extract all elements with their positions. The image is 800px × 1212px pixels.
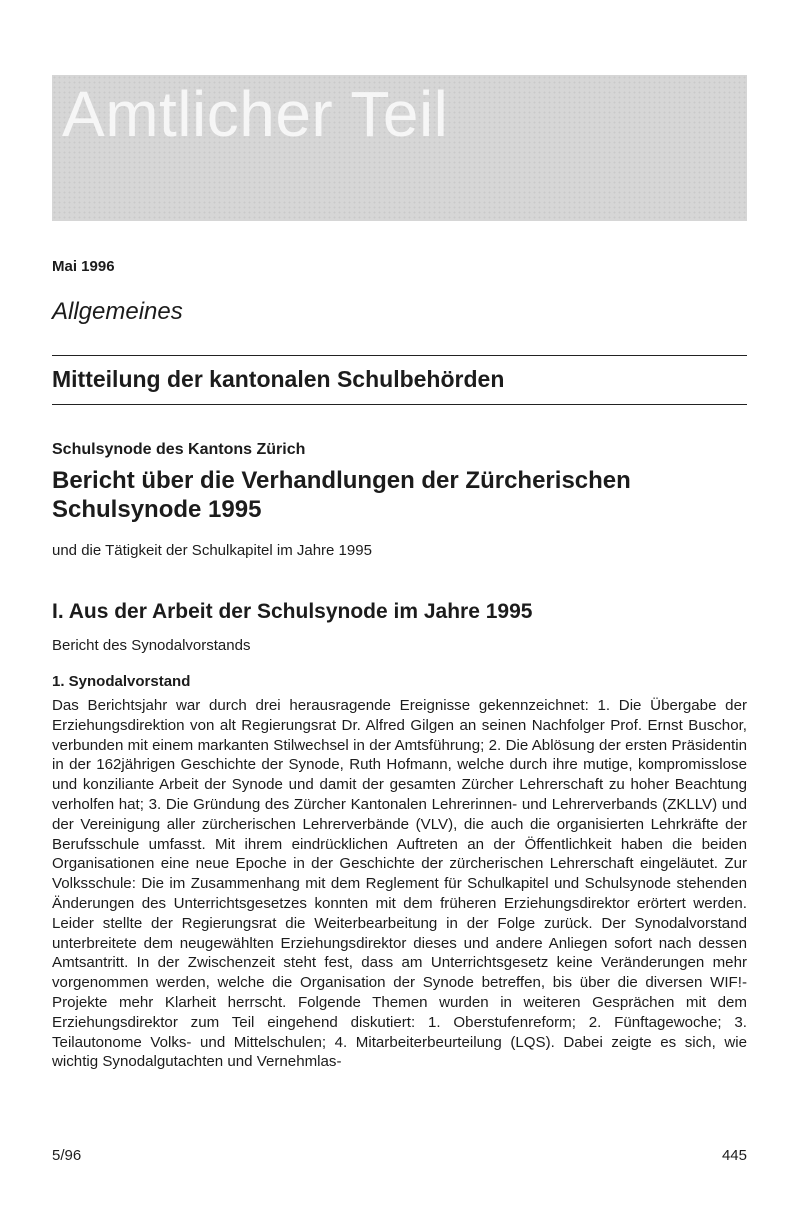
divider-bottom [52,404,747,405]
banner-title: Amtlicher Teil [62,78,449,150]
section-kicker: Allgemeines [52,298,183,325]
divider-top [52,355,747,356]
organization-line: Schulsynode des Kantons Zürich [52,441,306,458]
issue-date: Mai 1996 [52,258,115,275]
issue-number: 5/96 [52,1147,82,1164]
chapter-subtitle: Bericht des Synodalvorstands [52,637,251,654]
report-title: Bericht über die Verhandlungen der Zürcherischen Schulsynode 1995 [52,467,631,523]
paragraph-heading: 1. Synodalvorstand [52,673,191,690]
report-subtitle: und die Tätigkeit der Schulkapitel im Jahre 1995 [52,542,372,559]
section-banner [52,75,747,221]
chapter-title: I. Aus der Arbeit der Schulsynode im Jahre 1995 [52,600,533,623]
body-text: Das Berichtsjahr war durch drei herausragende Ereignisse gekennzeichnet: 1. Die Übergabe der Erziehungsdirektion von alt Regierungsrat Dr. Alfred Gilgen an seinen Nachfolger Prof. Ernst Buschor, verbunden mit einem markanten Stilwechsel in der Amtsführung; 2. Die Ablösung der ersten Präsidentin in der 162jährigen Geschichte der Synode, Ruth Hofmann, welche durch ihre mutige, kompromisslose und konziliante Arbeit der Synode und damit der gesamten Zürcher Lehrerschaft zu hoher Beachtung verholfen hat; 3. Die Gründung des Zürcher Kantonalen Lehrerinnen- und Lehrerverbands (ZKLLV) und der Vereinigung aller zürcherischen Lehrerverbände (VLV), die auch die organisierten Lehrkräfte der Berufsschule umfasst. Mit ihrem eindrücklichen Auftreten an der Öffentlichkeit haben die beiden Organisationen eine neue Epoche in der Geschichte der zürcherischen Lehrerschaft eingeläutet. Zur Volksschule: Die im Zusammenhang mit dem Reglement für Schulkapitel und Schulsynode stehenden Änderungen des Unterrichtsgesetzes konnten mit dem früheren Erziehungsdirektor erörtert werden. Leider stellte der Regierungsrat die Weiterbearbeitung in der Folge zurück. Der Synodalvorstand unterbreitete dem neugewählten Erziehungsdirektor dieses und andere Anliegen sofort nach dessen Amtsantritt. In der Zwischenzeit steht fest, dass am Unterrichtsgesetz keine Veränderungen mehr vorgenommen werden, welche die Organisation der Synode betreffen, bis über die diversen WIF!-Projekte mehr Klarheit herrscht. Folgende Themen wurden in weiteren Gesprächen mit dem Erziehungsdirektor zum Teil eingehend diskutiert: 1. Oberstufenreform; 2. Fünftagewoche; 3. Teilautonome Volks- und Mittelschulen; 4. Mitarbeiterbeurteilung (LQS). Dabei zeigte es sich, wie wichtig Synodalgutachten und Vernehmlas- [52,697,747,1071]
page-number: 445 [721,1147,747,1164]
section-title: Mitteilung der kantonalen Schulbehörden [52,366,505,392]
